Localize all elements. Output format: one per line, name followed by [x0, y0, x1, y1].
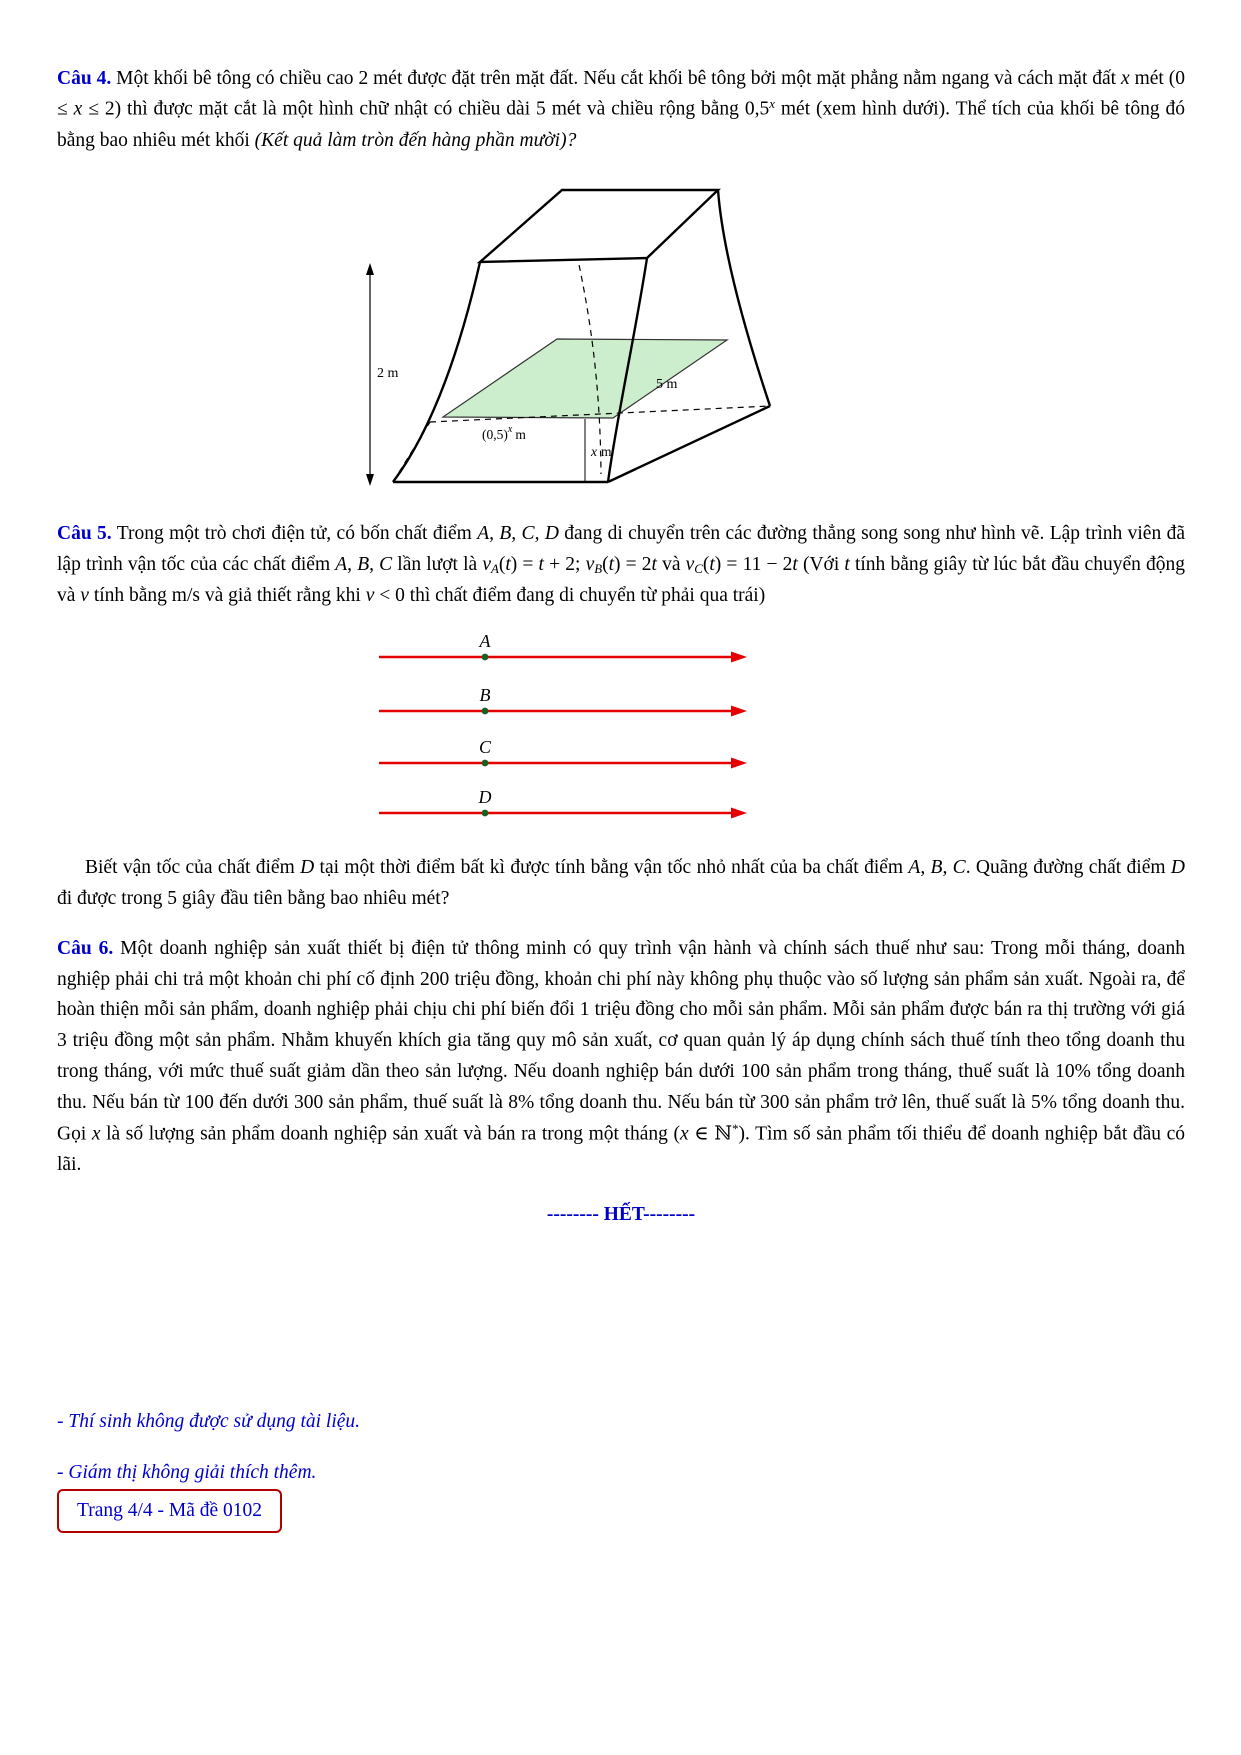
- arrowhead-icon: [731, 758, 747, 769]
- q6-paragraph: Câu 6. Một doanh nghiệp sản xuất thiết bị điện tử thông minh có quy trình vận hành và chính sách thuế như sau: Trong mỗi tháng, doanh nghiệp phải chi trả một khoản chi phí cố định 200 triệu đồng, khoản chi phí này không phụ thuộc vào số lượng sản phẩm sản xuất. Ngoài ra, để hoàn thiện mỗi sản phẩm, doanh nghiệp phải chịu chi phí biến đổi 1 triệu đồng cho mỗi sản phẩm. Mỗi sản phẩm được bán ra thị trường với giá 3 triệu đồng một sản phẩm. Nhằm khuyến khích gia tăng quy mô sản xuất, cơ quan quản lý áp dụng chính sách thuế tính theo tổng doanh thu trong tháng, với mức thuế suất giảm dần theo sản lượng. Nếu doanh nghiệp bán dưới 100 sản phẩm trong tháng, thuế suất là 10% tổng doanh thu. Nếu bán từ 100 đến dưới 300 sản phẩm, thuế suất là 8% tổng doanh thu. Nếu bán từ 300 sản phẩm trở lên, thuế suất là 5% tổng doanh thu. Gọi x là số lượng sản phẩm doanh nghiệp sản xuất và bán ra trong một tháng (x ∈ ℕ*). Tìm số sản phẩm tối thiểu để doanh nghiệp bắt đầu có lãi.: [57, 937, 1186, 1175]
- arrowhead-icon: [731, 808, 747, 819]
- particle-line-A: [379, 631, 747, 663]
- width-label-exponent: x: [507, 423, 513, 435]
- x-height-var: x: [591, 443, 597, 459]
- exam-note-1: - Thí sinh không được sử dụng tài liệu.: [57, 1410, 361, 1432]
- page-footer-box: [57, 1489, 282, 1533]
- width-label: [482, 424, 526, 442]
- base-right-edge: [608, 406, 770, 482]
- particle-dot: [482, 810, 489, 817]
- page-label: Trang 4/4 - Mã đề 0102: [77, 1500, 263, 1521]
- particle-line-B: [379, 685, 747, 717]
- q5-paragraph: Câu 5. Trong một trò chơi điện tử, có bốn chất điểm A, B, C, D đang di chuyển trên các đường thẳng song song như hình vẽ. Lập trình viên đã lập trình vận tốc của các chất điểm A, B, C lần lượt là vA(t) = t + 2; vB(t) = 2t và vC(t) = 11 − 2t (Với t tính bằng giây từ lúc bắt đầu chuyển động và v tính bằng m/s và giả thiết rằng khi v < 0 thì chất điểm đang di chuyển từ phải qua trái): [57, 523, 1186, 606]
- arrowhead-icon: [731, 706, 747, 717]
- question-6: [57, 934, 1185, 1181]
- arrowhead-icon: [731, 652, 747, 663]
- particle-dot: [482, 760, 489, 767]
- q5-lines-svg: [375, 631, 760, 827]
- particle-dot: [482, 654, 489, 661]
- height-dimension-arrow: [366, 263, 374, 486]
- particle-label: B: [479, 685, 491, 706]
- particle-dot: [482, 708, 489, 715]
- top-face: [480, 190, 718, 262]
- back-right-edge: [718, 190, 770, 406]
- particle-line-D: [379, 787, 747, 819]
- end-marker: -------- HẾT--------: [546, 1204, 696, 1226]
- particle-line-C: [379, 737, 747, 769]
- q5-figure: [375, 631, 1185, 833]
- particle-label: C: [478, 737, 492, 758]
- particle-label: D: [478, 787, 492, 808]
- q4-figure: [355, 176, 1185, 500]
- height-label: 2 m: [377, 365, 399, 381]
- particle-label: A: [479, 631, 491, 652]
- exam-note-2: - Giám thị không giải thích thêm.: [57, 1461, 317, 1483]
- width-label-base: (0,5): [482, 426, 508, 442]
- question-4: [57, 64, 1185, 500]
- width-label-unit: m: [515, 426, 526, 442]
- x-height-label: [590, 444, 612, 459]
- question-5: [57, 519, 1185, 914]
- front-left-edge: [393, 262, 480, 482]
- depth-label: 5 m: [656, 376, 678, 392]
- q5-paragraph-2: Biết vận tốc của chất điểm D tại một thời điểm bất kì được tính bằng vận tốc nhỏ nhất của ba chất điểm A, B, C. Quãng đường chất điểm D đi được trong 5 giây đầu tiên bằng bao nhiêu mét?: [57, 856, 1185, 909]
- solid-edges: [393, 190, 770, 482]
- x-height-unit: m: [601, 443, 612, 459]
- cross-section-plane: [443, 339, 727, 418]
- q4-paragraph: Câu 4. Một khối bê tông có chiều cao 2 mét được đặt trên mặt đất. Nếu cắt khối bê tông bởi một mặt phẳng nằm ngang và cách mặt đất x mét (0 ≤ x ≤ 2) thì được mặt cắt là một hình chữ nhật có chiều dài 5 mét và chiều rộng bằng 0,5$^x$ mét (xem hình dưới). Thể tích của khối bê tông đó bằng bao nhiêu mét khối (Kết quả làm tròn đến hàng phần mười)?: [57, 67, 1186, 151]
- q4-solid-svg: [355, 176, 785, 494]
